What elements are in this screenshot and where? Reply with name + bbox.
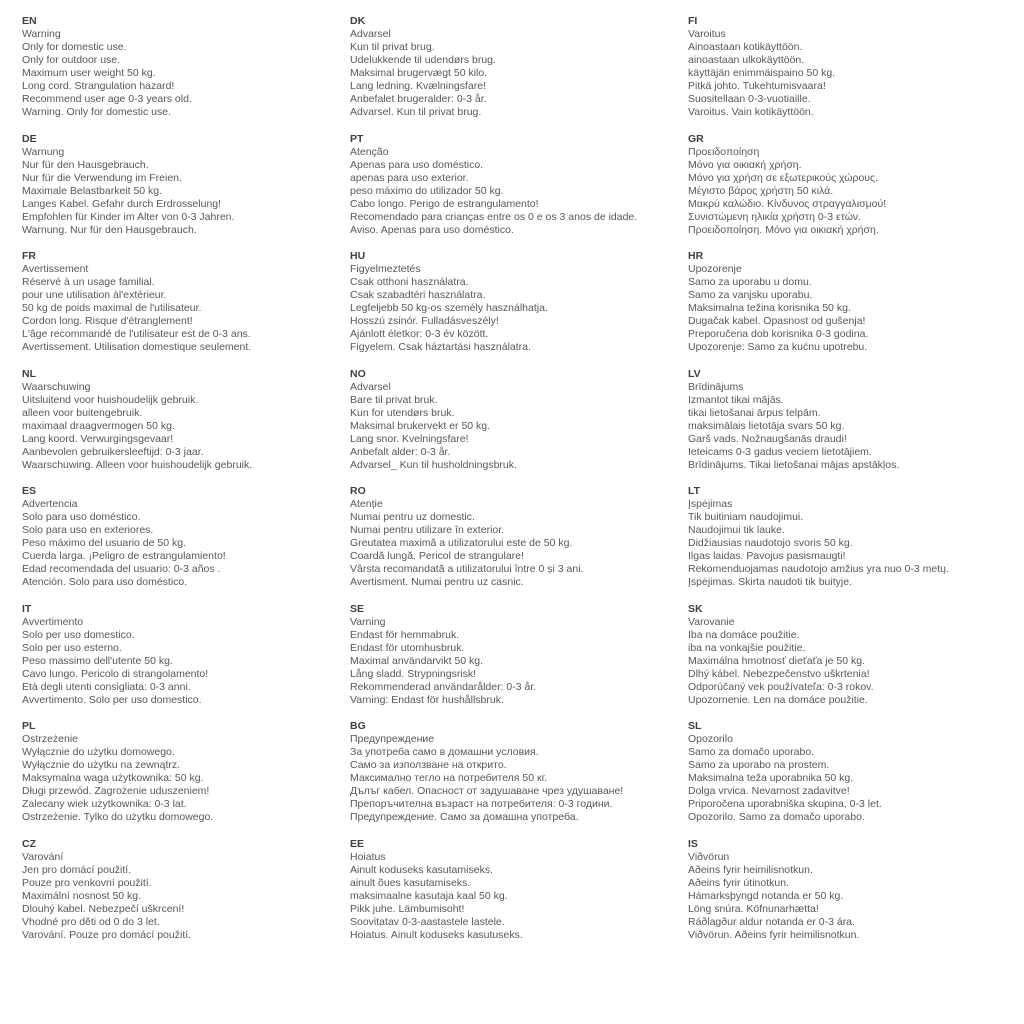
language-code: RO: [350, 485, 366, 497]
warning-line: Samo za domačo uporabo.: [688, 746, 815, 758]
warning-line: Warnung: [22, 145, 65, 158]
warning-line: Avertisment. Numai pentru uz casnic.: [350, 576, 524, 588]
language-code: PT: [350, 132, 364, 145]
warning-line: Viðvörun: [688, 850, 730, 863]
language-block-de: [22, 133, 350, 251]
warning-line: L'âge recommandé de l'utilisateur est de 0-3 ans.: [22, 328, 251, 340]
warning-line: Ostrzeżenie: [22, 733, 79, 745]
warning-line: Solo para uso en exteriores.: [22, 524, 154, 536]
warning-line: Upozorenje: [688, 263, 742, 275]
warning-line: Solo per uso domestico.: [22, 628, 135, 641]
warning-line: Recomendado para crianças entre os 0 e os 3 anos de idade.: [350, 210, 638, 223]
language-block-sk: [688, 603, 1024, 721]
warning-line: Tik buitiniam naudojimui.: [688, 511, 804, 523]
language-block-it: [22, 603, 350, 721]
warning-line: Viðvörun. Aðeins fyrir heimilisnotkun.: [688, 928, 860, 941]
warning-line: Figyelmeztetés: [350, 263, 421, 275]
warning-line: Dugačak kabel. Opasnost od gušenja!: [688, 315, 866, 327]
language-code: FI: [688, 15, 698, 27]
warning-line: Varoitus: [688, 28, 726, 40]
warning-line: Varning: Endast för hushållsbruk.: [350, 693, 504, 706]
warning-line: Atención. Solo para uso doméstico.: [22, 576, 188, 588]
language-code: EN: [22, 15, 37, 27]
warning-line: alleen voor buitengebruik.: [22, 406, 143, 419]
warning-line: Pikk juhe. Lämbumisoht!: [350, 902, 465, 915]
warning-line: tikai lietošanai ārpus telpām.: [688, 406, 821, 419]
warning-line: Максимално тегло на потребителя 50 кг.: [350, 772, 548, 784]
warning-line: Endast för utomhusbruk.: [350, 641, 465, 654]
warning-line: Προειδοποίηση: [688, 145, 760, 158]
warning-line: Opozorilo. Samo za domačo uporabo.: [688, 811, 865, 823]
warning-line: Peso máximo del usuario de 50 kg.: [22, 537, 187, 549]
language-block-ee: [350, 838, 688, 956]
warning-line: Figyelem. Csak háztartási használatra.: [350, 341, 531, 353]
warning-line: Priporočena uporabniška skupina, 0-3 let.: [688, 798, 882, 810]
warning-line: Preporučena dob korisnika 0-3 godina.: [688, 328, 869, 340]
warning-line: Προειδοποίηση. Μόνο για οικιακή χρήση.: [688, 223, 879, 236]
warning-line: Kun for utendørs bruk.: [350, 406, 455, 419]
warning-line: Maksimal brugervægt 50 kilo.: [350, 67, 488, 79]
warning-line: Waarschuwing. Alleen voor huishoudelijk gebruik.: [22, 458, 253, 471]
warning-line: Edad recomendada del usuario: 0-3 años .: [22, 563, 221, 575]
language-code: BG: [350, 720, 366, 732]
warning-line: Csak otthoni használatra.: [350, 276, 469, 288]
warning-line: pour une utilisation àl'extérieur.: [22, 289, 167, 301]
warning-line: Soovitatav 0-3-aastastele lastele.: [350, 915, 505, 928]
warning-line: Wyłącznie do użytku domowego.: [22, 746, 175, 758]
warning-line: Peso massimo dell'utente 50 kg.: [22, 654, 173, 667]
warning-line: Naudojimui tik lauke.: [688, 524, 785, 536]
language-code: DK: [350, 15, 366, 27]
warning-line: Μέγιστο βάρος χρήστη 50 κιλά.: [688, 184, 834, 197]
warning-line: Only for outdoor use.: [22, 54, 121, 66]
language-code: SL: [688, 720, 702, 732]
language-code: CZ: [22, 837, 36, 850]
warning-line: Maksimal brukervekt er 50 kg.: [350, 419, 491, 432]
warning-line: За употреба само в домашни условия.: [350, 746, 539, 758]
language-code: DE: [22, 132, 37, 145]
warning-line: Samo za uporabo na prostem.: [688, 759, 830, 771]
warning-line: Greutatea maximă a utilizatorului este de 50 kg.: [350, 537, 573, 549]
language-block-ro: [350, 485, 688, 603]
warning-line: Langes Kabel. Gefahr durch Erdrosselung!: [22, 197, 222, 210]
warning-line: Varning: [350, 615, 386, 628]
language-code: SK: [688, 602, 703, 615]
warning-line: Numai pentru utilizare în exterior.: [350, 524, 505, 536]
warning-line: Löng snúra. Köfnunarhætta!: [688, 902, 819, 915]
warning-line: Empfohlen für Kinder im Alter von 0-3 Jahren.: [22, 210, 235, 223]
warning-line: Réservé à un usage familial.: [22, 276, 155, 288]
warning-line: Wyłącznie do użytku na zewnątrz.: [22, 759, 181, 771]
warning-line: Vhodné pro děti od 0 do 3 let.: [22, 915, 160, 928]
warning-line: Cavo lungo. Pericolo di strangolamento!: [22, 667, 209, 680]
language-block-gr: [688, 133, 1024, 251]
warning-line: Only for domestic use.: [22, 41, 127, 53]
warning-line: Rekomenduojamas naudotojo amžius yra nuo 0-3 metų.: [688, 563, 949, 575]
warning-line: Coardă lungă. Pericol de strangulare!: [350, 550, 524, 562]
warning-line: Maksymalna waga użytkownika: 50 kg.: [22, 772, 204, 784]
warning-line: Dlouhý kabel. Nebezpečí uškrcení!: [22, 902, 185, 915]
warning-line: Įspėjimas. Skirta naudoti tik buityje.: [688, 576, 852, 588]
language-code: NL: [22, 367, 36, 380]
language-code: IT: [22, 602, 32, 615]
warning-line: Brīdinājums: [688, 380, 744, 393]
warning-line: Solo para uso doméstico.: [22, 511, 141, 523]
warning-line: maksimālais lietotāja svars 50 kg.: [688, 419, 845, 432]
warning-line: Csak szabadtéri használatra.: [350, 289, 486, 301]
warning-line: apenas para uso exterior.: [350, 171, 469, 184]
warning-line: Maximální nosnost 50 kg.: [22, 889, 142, 902]
warning-line: Vârsta recomandată a utilizatorului între 0 și 3 ani.: [350, 563, 584, 575]
warning-line: 50 kg de poids maximal de l'utilisateur.: [22, 302, 202, 314]
warning-line: Hámarksþyngd notanda er 50 kg.: [688, 889, 844, 902]
warning-line: Long cord. Strangulation hazard!: [22, 80, 175, 92]
warning-line: Anbefalt alder: 0-3 år.: [350, 445, 451, 458]
warning-line: Avvertimento: [22, 615, 84, 628]
language-code: EE: [350, 837, 365, 850]
warning-line: Lang snor. Kvelningsfare!: [350, 432, 469, 445]
warning-line: Lång sladd. Strypningsrisk!: [350, 667, 477, 680]
warning-line: Opozorilo: [688, 733, 733, 745]
warning-line: Μόνο για χρήση σε εξωτερικούς χώρους.: [688, 171, 879, 184]
warning-line: maximaal draagvermogen 50 kg.: [22, 419, 175, 432]
warning-line: käyttäjän enimmäispaino 50 kg.: [688, 67, 836, 79]
warning-line: Numai pentru uz domestic.: [350, 511, 475, 523]
language-code: HR: [688, 250, 704, 262]
language-block-pt: [350, 133, 688, 251]
language-code: HU: [350, 250, 366, 262]
warning-line: Nur für den Hausgebrauch.: [22, 158, 149, 171]
warning-line: Waarschuwing: [22, 380, 91, 393]
warning-line: Препоръчителна възраст на потребителя: 0-3 години.: [350, 798, 613, 810]
language-block-is: [688, 838, 1024, 956]
warning-line: iba na vonkajšie použitie.: [688, 641, 806, 654]
warning-line: Varoitus. Vain kotikäyttöön.: [688, 106, 814, 118]
warning-line: Atenție: [350, 498, 383, 510]
language-block-cz: [22, 838, 350, 956]
warning-line: Warnung. Nur für den Hausgebrauch.: [22, 223, 197, 236]
warning-line: Ilgas laidas. Pavojus pasismaugti!: [688, 550, 846, 562]
language-code: ES: [22, 485, 37, 497]
warning-line: Długi przewód. Zagrożenie uduszeniem!: [22, 785, 210, 797]
warning-line: Warning: [22, 28, 61, 40]
warning-line: Ieteicams 0-3 gadus veciem lietotājiem.: [688, 445, 872, 458]
language-code: IS: [688, 837, 698, 850]
warning-line: Suositellaan 0-3-vuotiaille.: [688, 93, 811, 105]
warning-line: Само за използване на открито.: [350, 759, 507, 771]
language-block-dk: [350, 15, 688, 133]
warning-line: Udelukkende til udendørs brug.: [350, 54, 496, 66]
warning-line: Avertissement. Utilisation domestique seulement.: [22, 341, 252, 353]
warning-line: Aanbevolen gebruikersleeftijd: 0-3 jaar.: [22, 445, 204, 458]
warning-line: Advarsel: [350, 380, 391, 393]
warning-line: peso máximo do utilizador 50 kg.: [350, 184, 504, 197]
language-block-sl: [688, 720, 1024, 838]
warning-line: Pitkä johto. Tukehtumisvaara!: [688, 80, 826, 92]
warning-line: Предупреждение. Само за домашна употреба.: [350, 811, 579, 823]
warning-line: Kun til privat brug.: [350, 41, 435, 53]
warning-line: Warning. Only for domestic use.: [22, 106, 171, 118]
warning-line: Ainoastaan kotikäyttöön.: [688, 41, 803, 53]
language-block-es: [22, 485, 350, 603]
warning-line: Recommend user age 0-3 years old.: [22, 93, 192, 105]
warning-line: Iba na domáce použitie.: [688, 628, 800, 641]
language-code: LV: [688, 367, 701, 380]
warning-line: Μόνο για οικιακή χρήση.: [688, 158, 802, 171]
warning-line: Samo za uporabu u domu.: [688, 276, 812, 288]
language-code: LT: [688, 485, 701, 497]
warning-line: Endast för hemmabruk.: [350, 628, 460, 641]
warning-line: Upozorenje: Samo za kućnu upotrebu.: [688, 341, 868, 353]
language-block-hr: [688, 250, 1024, 368]
warning-line: Cordon long. Risque d'étranglement!: [22, 315, 193, 327]
warning-line: Samo za vanjsku uporabu.: [688, 289, 813, 301]
warning-line: Συνιστώμενη ηλικία χρήστη 0-3 ετών.: [688, 210, 862, 223]
warning-line: Izmantot tikai mājās.: [688, 393, 784, 406]
warning-line: Zalecany wiek użytkownika: 0-3 lat.: [22, 798, 187, 810]
warning-line: Advarsel: [350, 28, 391, 40]
warning-line: Lang ledning. Kvælningsfare!: [350, 80, 487, 92]
language-block-nl: [22, 368, 350, 486]
warning-line: Maximale Belastbarkeit 50 kg.: [22, 184, 163, 197]
warning-line: Brīdinājums. Tikai lietošanai mājas apstākļos.: [688, 458, 900, 471]
language-block-fi: [688, 15, 1024, 133]
warning-line: Ostrzeżenie. Tylko do użytku domowego.: [22, 811, 214, 823]
warning-line: Didžiausias naudotojo svoris 50 kg.: [688, 537, 853, 549]
warning-line: Hoiatus. Ainult koduseks kasutuseks.: [350, 928, 523, 941]
warning-line: Hosszú zsinór. Fulladásveszély!: [350, 315, 499, 327]
language-grid: [22, 15, 1024, 955]
warning-line: Advertencia: [22, 498, 78, 510]
language-block-en: [22, 15, 350, 133]
warning-line: Ajánlott életkor: 0-3 év között.: [350, 328, 489, 340]
warning-line: Avvertimento. Solo per uso domestico.: [22, 693, 202, 706]
warning-line: Anbefalet brugeralder: 0-3 år.: [350, 93, 487, 105]
warning-line: Dolga vrvica. Nevarnost zadavitve!: [688, 785, 850, 797]
warning-line: Atenção: [350, 145, 389, 158]
warning-line: Предупреждение: [350, 733, 435, 745]
language-code: GR: [688, 132, 704, 145]
language-code: FR: [22, 250, 36, 262]
warning-line: Cabo longo. Perigo de estrangulamento!: [350, 197, 539, 210]
warning-line: Hoiatus: [350, 850, 386, 863]
warning-line: Advarsel_ Kun til husholdningsbruk.: [350, 458, 517, 471]
language-block-fr: [22, 250, 350, 368]
warning-line: Upozornenie. Len na domáce použitie.: [688, 693, 868, 706]
language-block-bg: [350, 720, 688, 838]
warning-line: Maksimalna teža uporabnika 50 kg.: [688, 772, 854, 784]
language-code: PL: [22, 720, 36, 732]
language-code: SE: [350, 602, 365, 615]
warning-line: Jen pro domácí použití.: [22, 863, 132, 876]
warning-line: Ráðlagður aldur notanda er 0-3 ára.: [688, 915, 855, 928]
warning-line: Varovanie: [688, 615, 735, 628]
warning-line: Μακρύ καλώδιο. Κίνδυνος στραγγαλισμού!: [688, 197, 887, 210]
warning-line: Maximal användarvikt 50 kg.: [350, 654, 484, 667]
warning-line: Nur für die Verwendung im Freien.: [22, 171, 182, 184]
warning-line: Maximum user weight 50 kg.: [22, 67, 156, 79]
warning-line: Bare til privat bruk.: [350, 393, 438, 406]
warning-line: Lang koord. Verwurgingsgevaar!: [22, 432, 174, 445]
warning-line: Rekommenderad användarålder: 0-3 år.: [350, 680, 537, 693]
warning-line: Età degli utenti consigliata: 0-3 anni.: [22, 680, 191, 693]
language-block-lt: [688, 485, 1024, 603]
warning-line: Varování: [22, 850, 64, 863]
warning-line: ainoastaan ulkokäyttöön.: [688, 54, 805, 66]
language-block-lv: [688, 368, 1024, 486]
warning-line: Solo per uso esterno.: [22, 641, 122, 654]
warning-line: Garš vads. Nožnaugšanās draudi!: [688, 432, 847, 445]
warning-line: Varování. Pouze pro domácí použití.: [22, 928, 192, 941]
warning-line: Uitsluitend voor huishoudelijk gebruik.: [22, 393, 199, 406]
warning-line: maksimaalne kasutaja kaal 50 kg.: [350, 889, 508, 902]
language-block-se: [350, 603, 688, 721]
warning-line: Cuerda larga. ¡Peligro de estrangulamiento!: [22, 550, 226, 562]
warning-line: Odporúčaný vek používateľa: 0-3 rokov.: [688, 680, 874, 693]
warning-line: Maksimalna težina korisnika 50 kg.: [688, 302, 851, 314]
warning-line: Pouze pro venkovní použití.: [22, 876, 152, 889]
warning-line: Advarsel. Kun til privat brug.: [350, 106, 482, 118]
warning-line: Įspėjimas: [688, 498, 733, 510]
warning-line: Ainult koduseks kasutamiseks.: [350, 863, 493, 876]
warning-line: ainult õues kasutamiseks.: [350, 876, 471, 889]
warning-line: Legfeljebb 50 kg-os személy használhatja.: [350, 302, 548, 314]
warning-line: Aðeins fyrir heimilisnotkun.: [688, 863, 813, 876]
language-code: NO: [350, 367, 366, 380]
warning-line: Aviso. Apenas para uso doméstico.: [350, 223, 514, 236]
language-block-pl: [22, 720, 350, 838]
warning-line: Apenas para uso doméstico.: [350, 158, 484, 171]
warning-line: Dlhý kábel. Nebezpečenstvo uškrtenia!: [688, 667, 870, 680]
warning-line: Aðeins fyrir útinotkun.: [688, 876, 789, 889]
language-block-hu: [350, 250, 688, 368]
warning-line: Maximálna hmotnosť dieťaťa je 50 kg.: [688, 654, 865, 667]
warning-line: Дълъг кабел. Опасност от задушаване чрез удушаване!: [350, 785, 624, 797]
language-block-no: [350, 368, 688, 486]
warning-line: Avertissement: [22, 263, 89, 275]
